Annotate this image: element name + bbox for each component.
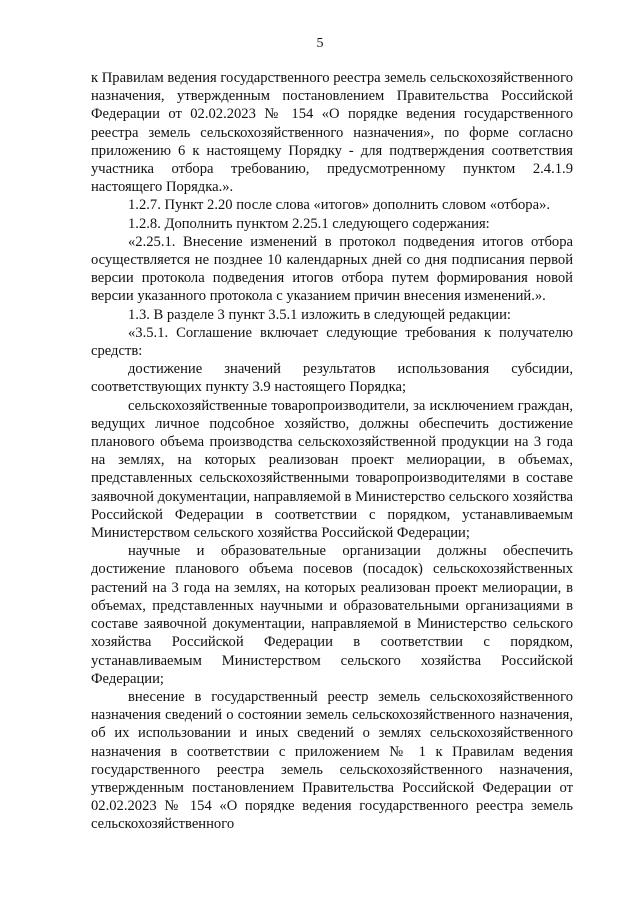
paragraph-continuation: к Правилам ведения государственного реестра земель сельскохозяйственного назначения, утвержденным постановлением Правительства Российской Федерации от 02.02.2023 № 154 «О порядке ведения государственного реестра земель сельскохозяйственного назначения», по форме согласно приложению 6 к настоящему Порядку - для подтверждения соответствия участника отбора требованию, предусмотренному пунктом 2.4.1.9 настоящего Порядка.».	[91, 70, 573, 196]
paragraph-registry: внесение в государственный реестр земель сельскохозяйственного назначения сведений о состоянии земель сельскохозяйственного назначения, об их использовании и иных сведений о землях сельскохозяйственного назначения в соответствии с приложением № 1 к Правилам ведения государственного реестра земель сельскохозяйственного назначения, утвержденным постановлением Правительства Российской Федерации от 02.02.2023 № 154 «О порядке ведения государственного реестра земель сельскохозяйственного	[91, 688, 573, 833]
document-body	[91, 69, 573, 834]
paragraph-1-3: 1.3. В разделе 3 пункт 3.5.1 изложить в следующей редакции:	[128, 306, 511, 323]
paragraph-organizations: научные и образовательные организации должны обеспечить достижение планового объема посевов (посадок) сельскохозяйственных растений на 3 года на землях, на которых реализован проект мелиорации, в объемах, представленных научными и образовательными организациями в составе заявочной документации, направляемой в Министерство сельского хозяйства Российской Федерации в соответствии с порядком, устанавливаемым Министерством сельского хозяйства Российской Федерации;	[91, 543, 573, 687]
paragraph-results: достижение значений результатов использования субсидии, соответствующих пункту 3.9 настоящего Порядка;	[91, 361, 573, 396]
paragraph-producers: сельскохозяйственные товаропроизводители, за исключением граждан, ведущих личное подсобное хозяйство, должны обеспечить достижение планового объема производства сельскохозяйственной продукции на 3 года на землях, на которых реализован проект мелиорации, в объемах, представленных сельскохозяйственными товаропроизводителями в составе заявочной документации, направляемой в Министерство сельского хозяйства Российской Федерации в соответствии с порядком, устанавливаемым Министерством сельского хозяйства Российской Федерации;	[91, 397, 573, 542]
paragraph-2-25-1: «2.25.1. Внесение изменений в протокол подведения итогов отбора осуществляется не позднее 10 календарных дней со дня подписания первой версии протокола подведения итогов отбора путем формирования новой версии указанного протокола с указанием причин внесения изменений.».	[91, 233, 573, 305]
paragraph-3-5-1: «3.5.1. Соглашение включает следующие требования к получателю средств:	[91, 324, 573, 360]
page-number: 5	[316, 36, 324, 51]
paragraph-1-2-8: 1.2.8. Дополнить пунктом 2.25.1 следующего содержания:	[128, 215, 490, 232]
paragraph-1-2-7: 1.2.7. Пункт 2.20 после слова «итогов» дополнить словом «отбора».	[128, 197, 551, 214]
